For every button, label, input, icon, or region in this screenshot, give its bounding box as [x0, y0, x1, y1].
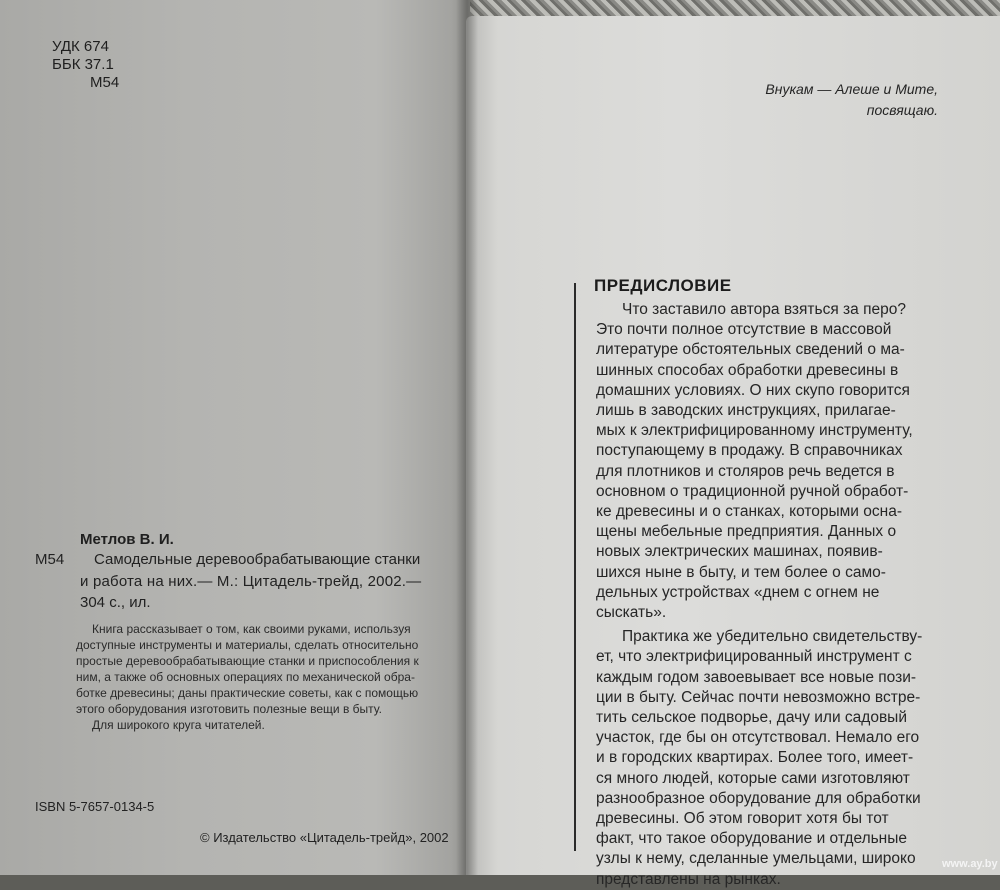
preface-line: Это почти полное отсутствие в массовой	[596, 321, 892, 338]
preface-heading: ПРЕДИСЛОВИЕ	[594, 276, 732, 295]
preface-line: ке древесины и о станках, которыми осна-	[596, 503, 902, 520]
preface-line: разнообразное оборудование для обработки	[596, 790, 921, 807]
preface-line: Практика же убедительно свидетельству-	[622, 628, 923, 645]
abstract-line: доступные инструменты и материалы, сделать относительно	[76, 638, 419, 652]
preface-line: шинных способах обработки древесины в	[596, 362, 899, 379]
book-gutter	[456, 0, 478, 875]
preface-line: каждым годом завоевывает все новые пози-	[596, 669, 917, 686]
abstract-line: Для широкого круга читателей.	[92, 718, 265, 732]
preface-line: Что заставило автора взяться за перо?	[622, 301, 906, 318]
preface-rule	[574, 283, 576, 851]
preface-line: древесины. Об этом говорит хотя бы тот	[596, 810, 889, 827]
preface-line: факт, что такое оборудование и отдельные	[596, 830, 908, 847]
preface-line: ет, что электрифицированный инструмент с	[596, 648, 912, 665]
preface-line: основном о традиционной ручной обработ-	[596, 483, 909, 500]
author-code: М54	[90, 74, 120, 91]
preface-line: узлы к нему, сделанные умельцами, широко	[596, 850, 916, 867]
catalog-line: 304 с., ил.	[80, 594, 151, 611]
preface-line: щены мебельные предприятия. Данных о	[596, 523, 897, 540]
catalog-code: М54	[35, 551, 65, 568]
preface-line: участок, где бы он отсутствовал. Немало его	[596, 729, 920, 746]
preface-line: тить сельское подворье, дачу или садовый	[596, 709, 907, 726]
preface-line: шихся ныне в быту, и тем более о само-	[596, 564, 886, 581]
udk-code: УДК 674	[52, 38, 109, 55]
left-page	[0, 0, 470, 875]
preface-line: домашних условиях. О них скупо говорится	[596, 382, 910, 399]
watermark: www.ay.by	[942, 858, 998, 870]
publisher-copyright: © Издательство «Цитадель-трейд», 2002	[200, 830, 449, 845]
preface-line: и в городских квартирах. Более того, имеет-	[596, 749, 914, 766]
preface-line: лишь в заводских инструкциях, прилагае-	[596, 402, 896, 419]
abstract-line: простые деревообрабатывающие станки и приспособления к	[76, 654, 419, 668]
preface-line: представлены на рынках.	[596, 871, 781, 888]
abstract-line: ботке древесины; даны практические советы, как с помощью	[76, 686, 419, 700]
catalog-line: и работа на них.— М.: Цитадель-трейд, 2002.—	[80, 573, 422, 590]
bbk-code: ББК 37.1	[52, 56, 114, 73]
preface-line: ции в быту. Сейчас почти невозможно встре-	[596, 689, 921, 706]
preface-line: ся много людей, которые сами изготовляют	[596, 770, 910, 787]
isbn: ISBN 5-7657-0134-5	[35, 799, 155, 814]
dedication-line: Внукам — Алеше и Мите,	[765, 81, 938, 97]
abstract-line: Книга рассказывает о том, как своими руками, используя	[92, 622, 411, 636]
dedication-line: посвящаю.	[866, 102, 938, 118]
abstract-line: этого оборудования изготовить полезные вещи в быту.	[76, 702, 382, 716]
preface-line: дельных устройствах «днем с огнем не	[596, 584, 880, 601]
preface-line: поступающему в продажу. В справочниках	[596, 442, 903, 459]
author-name: Метлов В. И.	[80, 531, 174, 548]
catalog-line: Самодельные деревообрабатывающие станки	[94, 551, 421, 568]
abstract-line: ним, а также об основных операциях по механической обра-	[76, 670, 415, 684]
preface-line: сыскать».	[596, 604, 667, 621]
preface-line: для плотников и столяров речь ведется в	[596, 463, 895, 480]
preface-line: новых электрических машинах, появив-	[596, 543, 883, 560]
preface-line: мых к электрифицированному инструменту,	[596, 422, 913, 439]
preface-line: литературе обстоятельных сведений о ма-	[596, 341, 905, 358]
